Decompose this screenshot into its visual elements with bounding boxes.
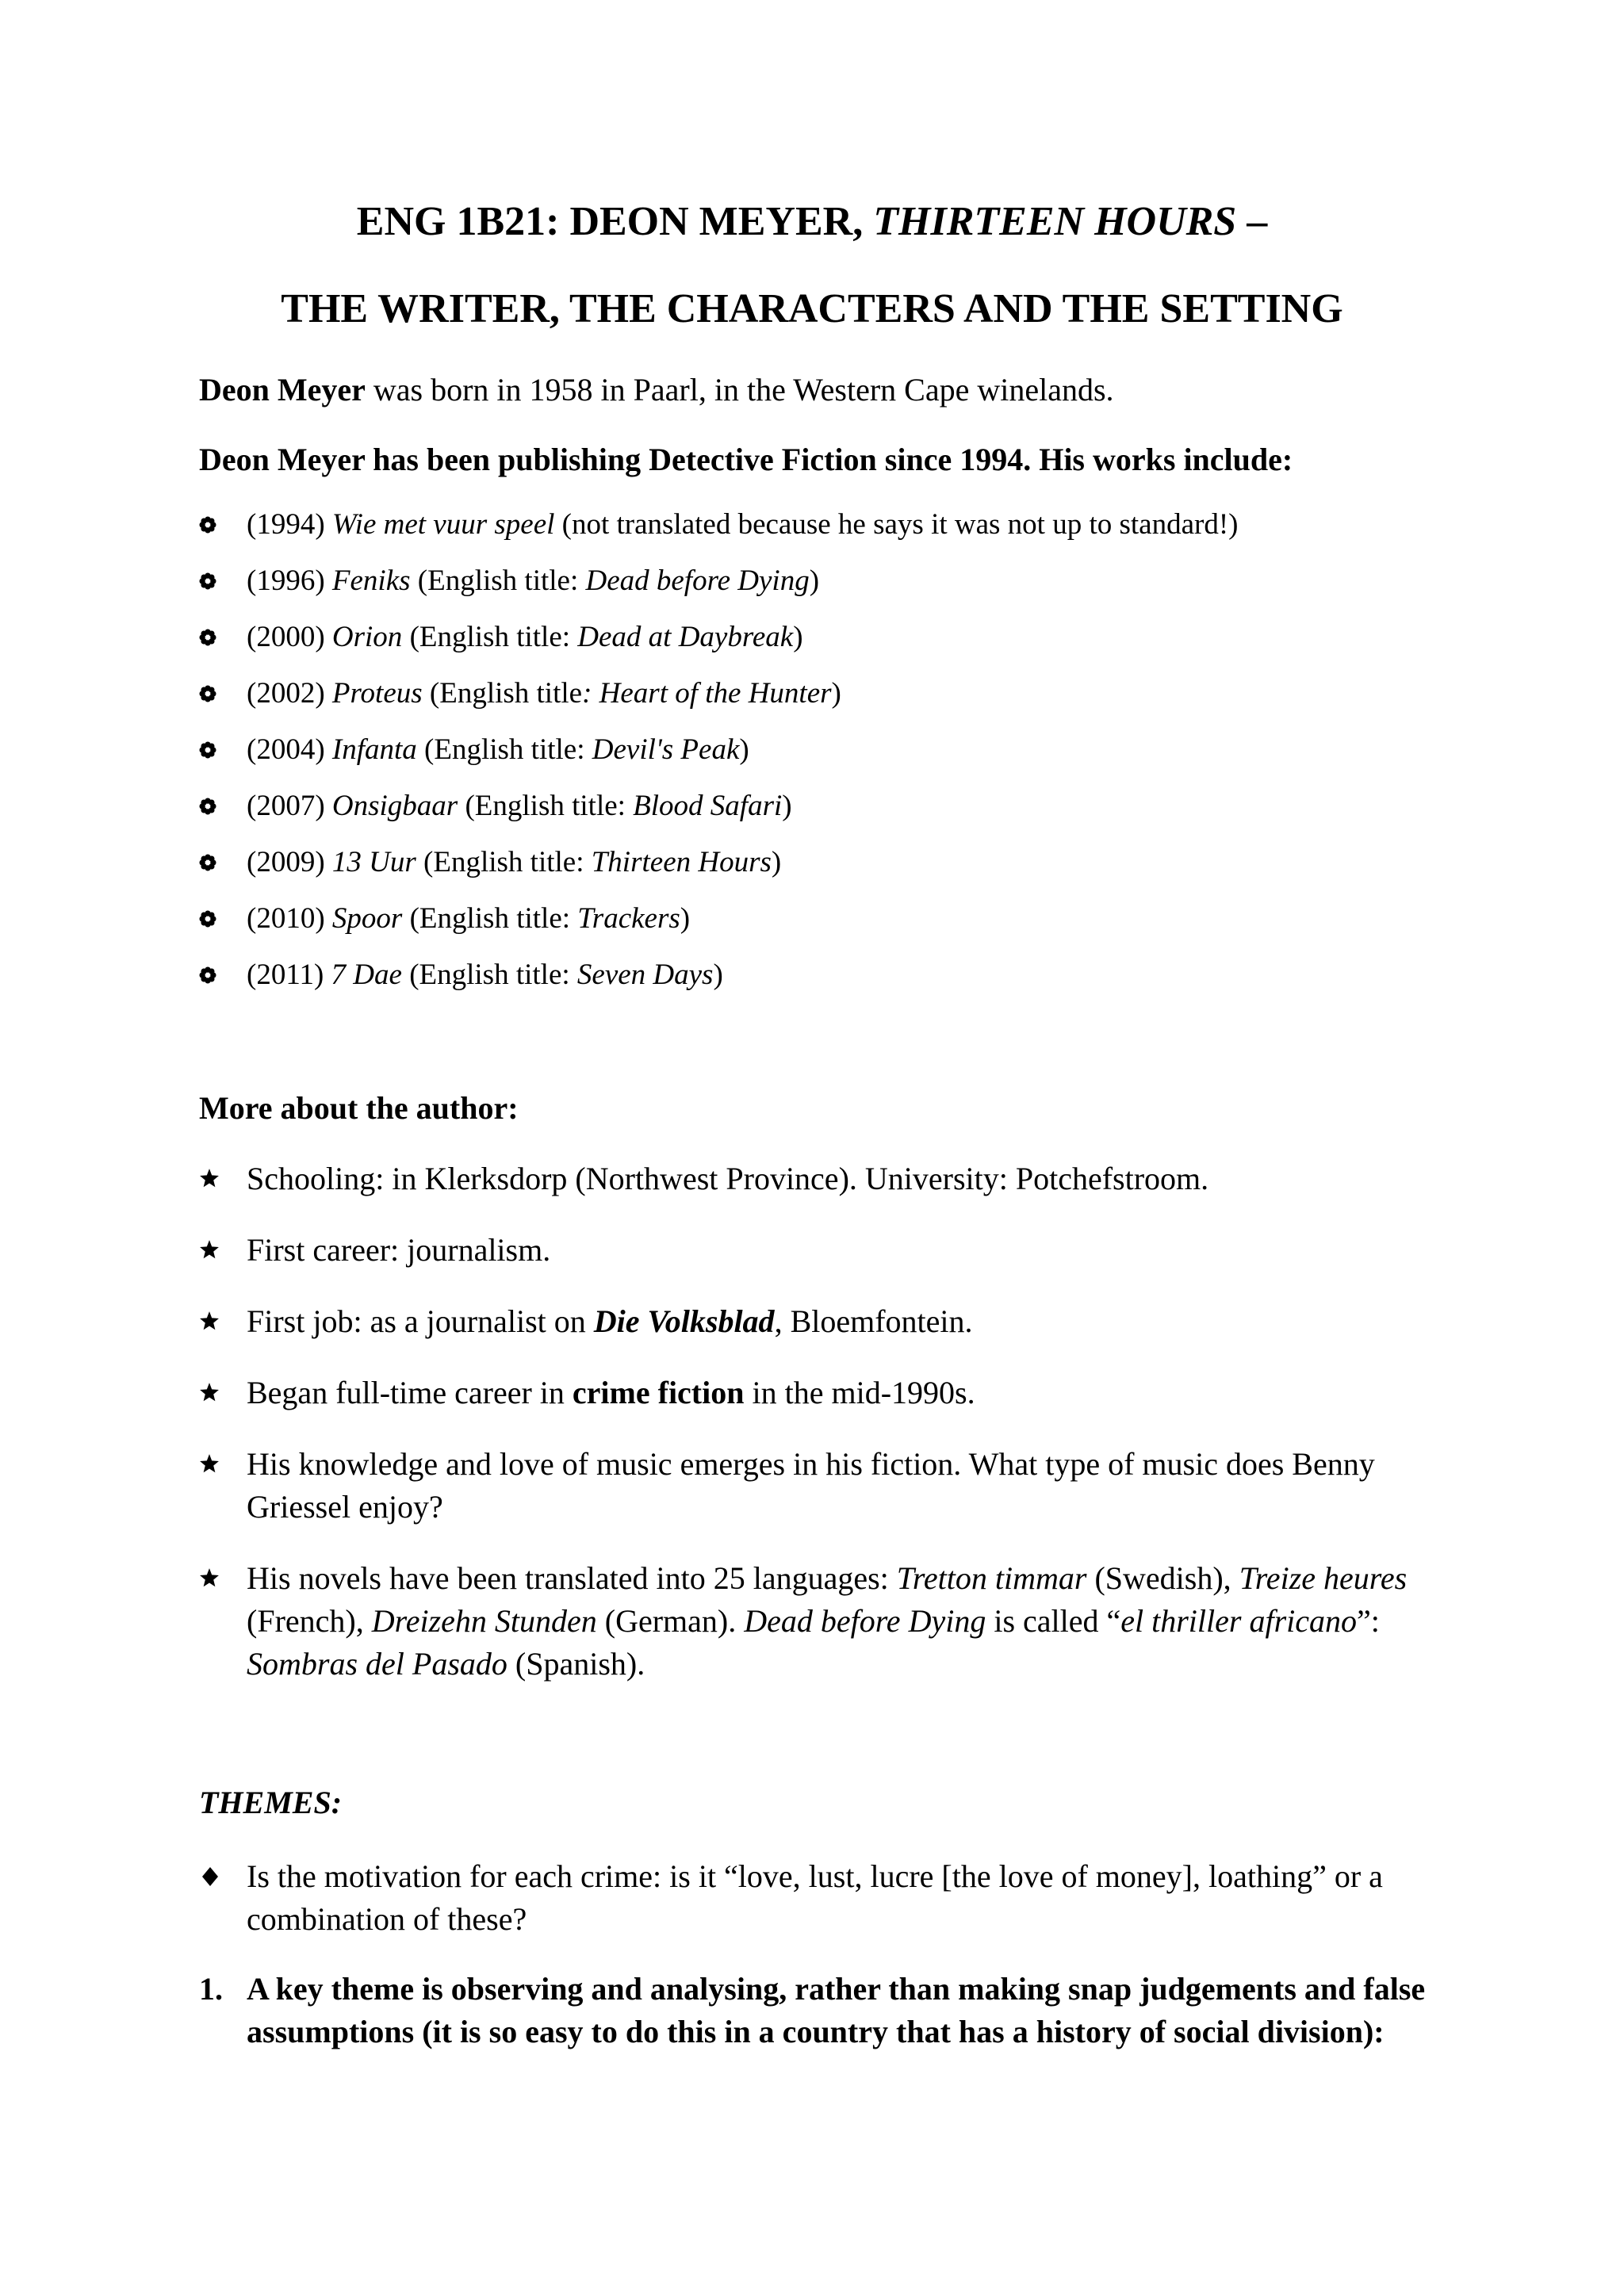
works-list [199,506,1436,1012]
author-facts-list [199,1158,1436,1714]
crime-fiction-term: crime fiction [572,1375,745,1410]
work-title: 13 Uur [331,846,416,878]
work-year: (2009) [247,846,332,878]
themes-heading: THEMES: [199,1785,343,1820]
star-bullet-icon [199,1311,220,1331]
work-english-title: Trackers [577,902,680,935]
fact-first-job [199,1300,1436,1343]
newspaper-name: Die Volksblad [593,1303,775,1339]
fact-music [199,1443,1436,1529]
author-section-heading: More about the author: [199,1090,519,1126]
theme-text: A key theme is observing and analysing, rather than making snap judgements and false assumptions (it is so easy to do this in a country that has a history of social division): [247,1971,1426,2049]
work-item [199,618,1436,675]
work-title: Onsigbaar [331,790,458,822]
work-item [199,787,1436,844]
work-english-label: (English title: [458,790,634,822]
fact-career [199,1229,1436,1272]
fact-crime-fiction [199,1372,1436,1414]
work-title: Proteus [331,677,423,710]
work-close-paren: ) [713,959,723,991]
work-title: Orion [331,621,403,653]
fact-text: His knowledge and love of music emerges in his fiction. What type of music does Benny Griessel enjoy? [247,1446,1375,1525]
work-title: Spoor [331,902,403,935]
work-english-label: (English title: [416,846,592,878]
work-english-title: Dead before Dying [585,564,810,597]
work-english-label: (English title: [410,564,586,597]
theme-key [199,1968,1436,2053]
theme-text: Is the motivation for each crime: is it “love, lust, lucre [the love of money], loathing” or a combination of these? [247,1858,1383,1937]
flower-bullet-icon [199,516,216,534]
star-bullet-icon [199,1453,220,1474]
work-english-title: Devil's Peak [592,733,740,766]
fact-text: (French), [247,1603,372,1639]
work-close-paren: ) [809,564,820,597]
work-close-paren: ) [793,621,803,653]
title-dash: – [1236,199,1268,244]
fact-text: , Bloemfontein. [774,1303,973,1339]
work-item [199,844,1436,900]
author-name: Deon Meyer [199,372,366,408]
fact-text: ”: [1357,1603,1380,1639]
fact-text: His novels have been translated into 25 languages: [247,1560,897,1596]
flower-bullet-icon [199,966,216,984]
star-bullet-icon [199,1382,220,1402]
work-item [199,731,1436,787]
work-english-title: Blood Safari [633,790,783,822]
work-item [199,675,1436,731]
title-book-name: THIRTEEN HOURS [873,199,1237,244]
theme-motivation [199,1855,1436,1941]
translated-title: Sombras del Pasado [247,1646,508,1682]
work-close-paren: ) [782,790,792,822]
fact-schooling [199,1158,1436,1200]
star-bullet-icon [199,1168,220,1188]
work-title: Infanta [331,733,417,766]
work-english-title: : Heart of the Hunter [582,677,832,710]
diamond-bullet-icon [202,1867,218,1886]
document-title-line-1 [0,198,1624,246]
work-title: 7 Dae [331,959,402,991]
work-item [199,900,1436,956]
work-english-title: Dead at Daybreak [577,621,794,653]
document-title-line-2: THE WRITER, THE CHARACTERS AND THE SETTING [281,286,1343,331]
translated-title: Dead before Dying [744,1603,986,1639]
work-english-title: Seven Days [576,959,714,991]
work-english-label: (English title: [402,621,578,653]
work-english-title: Thirteen Hours [591,846,772,878]
work-note: (not translated because he says it was not up to standard!) [554,508,1239,541]
work-english-label: (English title: [401,959,577,991]
work-year: (2004) [247,733,332,766]
fact-text: First career: journalism. [247,1232,551,1268]
work-english-label: (English title [422,677,583,710]
title-prefix: ENG 1B21: DEON MEYER, [356,199,874,244]
flower-bullet-icon [199,572,216,590]
fact-text: Began full-time career in [247,1375,573,1410]
work-year: (2010) [247,902,332,935]
work-english-label: (English title: [416,733,592,766]
flower-bullet-icon [199,629,216,646]
fact-text: (German). [596,1603,745,1639]
work-year: (2011) [247,959,331,991]
work-year: (2007) [247,790,332,822]
flower-bullet-icon [199,910,216,928]
fact-text: First job: as a journalist on [247,1303,594,1339]
work-year: (2002) [247,677,332,710]
flower-bullet-icon [199,798,216,815]
theme-number: 1. [199,1971,223,2007]
star-bullet-icon [199,1239,220,1260]
work-close-paren: ) [831,677,841,710]
work-title: Wie met vuur speel [331,508,555,541]
fact-text: in the mid-1990s. [744,1375,975,1410]
work-title: Feniks [331,564,411,597]
work-item [199,562,1436,618]
flower-bullet-icon [199,685,216,702]
fact-text: is called “ [986,1603,1121,1639]
work-english-label: (English title: [402,902,578,935]
flower-bullet-icon [199,741,216,759]
themes-list [199,1855,1436,2080]
work-item [199,506,1436,562]
work-year: (2000) [247,621,332,653]
work-year: (1994) [247,508,332,541]
flower-bullet-icon [199,854,216,871]
birth-paragraph [199,371,1436,409]
translated-title: el thriller africano [1120,1603,1358,1639]
translated-title: Dreizehn Stunden [371,1603,597,1639]
fact-text: Schooling: in Klerksdorp (Northwest Province). University: Potchefstroom. [247,1161,1209,1196]
work-year: (1996) [247,564,332,597]
translated-title: Tretton timmar [896,1560,1087,1596]
translated-title: Treize heures [1239,1560,1408,1596]
works-heading: Deon Meyer has been publishing Detective Fiction since 1994. His works include: [199,442,1293,477]
work-close-paren: ) [680,902,691,935]
fact-translations [199,1557,1436,1686]
work-item [199,956,1436,1012]
work-close-paren: ) [771,846,782,878]
work-close-paren: ) [739,733,749,766]
star-bullet-icon [199,1567,220,1588]
fact-text: (Spanish). [507,1646,645,1682]
birth-text: was born in 1958 in Paarl, in the Western Cape winelands. [365,372,1114,408]
fact-text: (Swedish), [1086,1560,1239,1596]
